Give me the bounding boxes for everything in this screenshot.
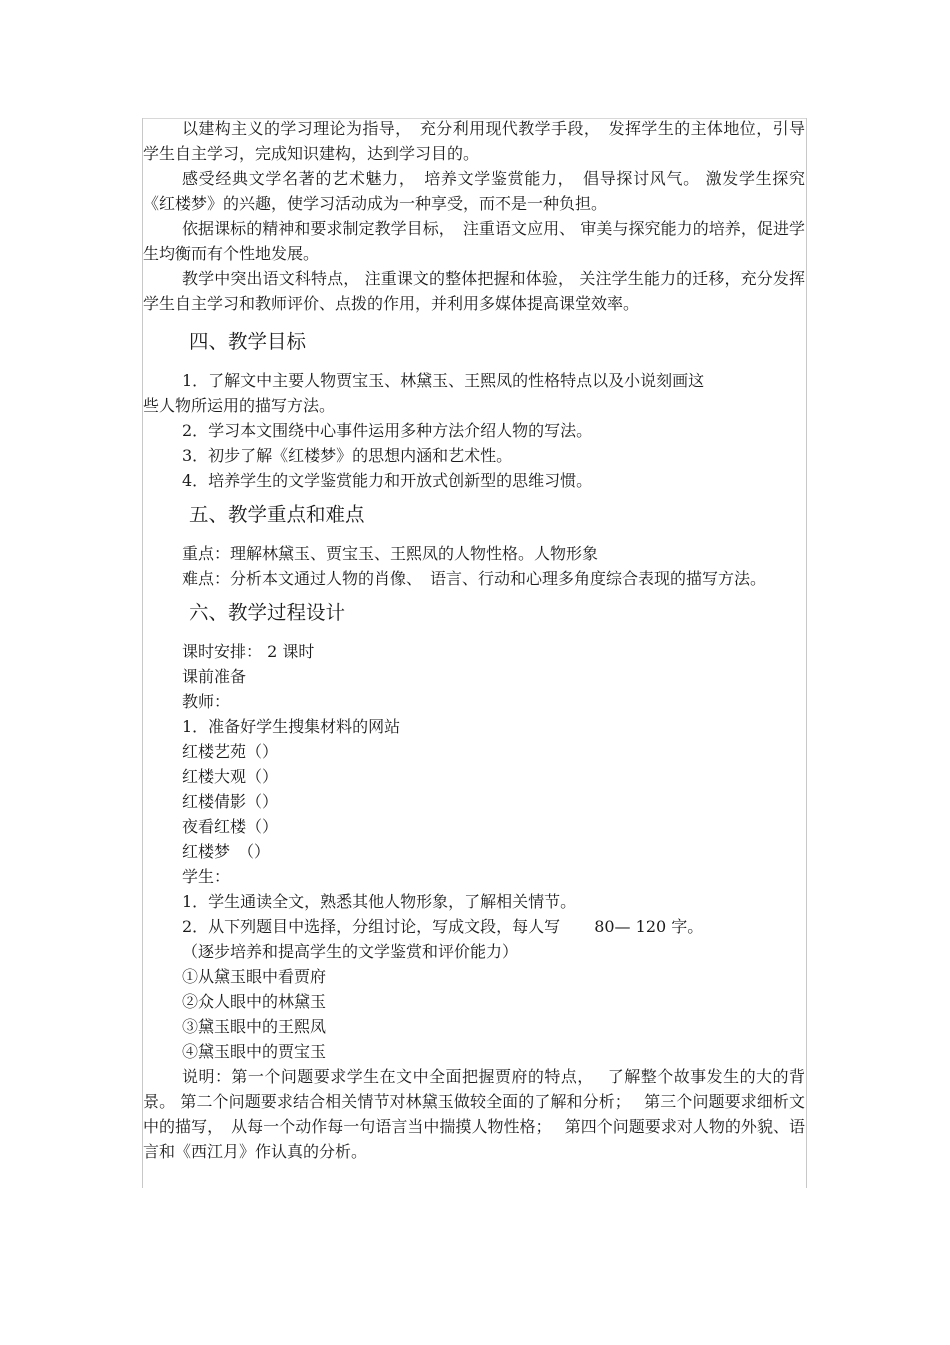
topic-list-item: ②众人眼中的林黛玉 xyxy=(182,992,327,1011)
section-heading-key-points: 五、教学重点和难点 xyxy=(189,503,365,526)
principle-paragraph-2: 感受经典文学名著的艺术魅力， 培养文学鉴赏能力， 倡导探讨风气。 激发学生探究《红楼梦》的兴趣，使学习活动成为一种享受，而不是一种负担。 xyxy=(143,169,805,213)
principle-paragraph-1: 以建构主义的学习理论为指导， 充分利用现代教学手段， 发挥学生的主体地位，引导学生自主学习，完成知识建构，达到学习目的。 xyxy=(143,119,805,163)
site-list-item: 红楼大观（） xyxy=(182,767,279,786)
document-body xyxy=(143,116,805,1164)
site-list-item: 红楼倩影（） xyxy=(182,792,279,811)
page-frame-right-border xyxy=(806,118,807,1188)
preparation-label: 课前准备 xyxy=(182,667,247,686)
goal-1-line-1: 1．了解文中主要人物贾宝玉、林黛玉、王熙凤的性格特点以及小说刻画这 xyxy=(182,371,705,390)
topic-list-item: ④黛玉眼中的贾宝玉 xyxy=(182,1042,327,1061)
student-task-2 xyxy=(143,914,805,939)
teacher-label: 教师： xyxy=(182,692,231,711)
student-task-2-text: 2．从下列题目中选择，分组讨论，写成文段，每人写 xyxy=(182,917,561,936)
goal-2: 2．学习本文围绕中心事件运用多种方法介绍人物的写法。 xyxy=(182,421,593,440)
schedule-text: 课时安排： 2 课时 xyxy=(182,642,315,661)
section-heading-teaching-goals: 四、教学目标 xyxy=(189,330,307,353)
topic-list-item: ③黛玉眼中的王熙凤 xyxy=(182,1017,327,1036)
student-label: 学生： xyxy=(182,867,231,886)
principle-paragraph-3: 依据课标的精神和要求制定教学目标， 注重语文应用、 审美与探究能力的培养，促进学生均衡而有个性地发展。 xyxy=(143,219,805,263)
difficulty-text: 难点：分析本文通过人物的肖像、 语言、行动和心理多角度综合表现的描写方法。 xyxy=(182,569,767,588)
site-list-item: 红楼艺苑（） xyxy=(182,742,279,761)
key-point-text: 重点：理解林黛玉、贾宝玉、王熙凤的人物性格。人物形象 xyxy=(182,544,599,563)
goal-4: 4．培养学生的文学鉴赏能力和开放式创新型的思维习惯。 xyxy=(182,471,593,490)
section-heading-process-design: 六、教学过程设计 xyxy=(189,601,346,624)
topic-list-item: ①从黛玉眼中看贾府 xyxy=(182,967,327,986)
principle-paragraph-4: 教学中突出语文科特点， 注重课文的整体把握和体验， 关注学生能力的迁移，充分发挥学生自主学习和教师评价、点拨的作用，并利用多媒体提高课堂效率。 xyxy=(143,269,805,313)
word-count-range: 80— 120 字。 xyxy=(594,917,704,936)
site-list-item: 红楼梦 （） xyxy=(182,842,271,861)
site-list-item: 夜看红楼（） xyxy=(182,817,279,836)
goal-3: 3．初步了解《红楼梦》的思想内涵和艺术性。 xyxy=(182,446,513,465)
student-task-2-note: （逐步培养和提高学生的文学鉴赏和评价能力） xyxy=(182,942,519,961)
explanation-paragraph: 说明：第一个问题要求学生在文中全面把握贾府的特点， 了解整个故事发生的大的背景。 第二个问题要求结合相关情节对林黛玉做较全面的了解和分析； 第三个问题要求细析文中的描写， 从每一个动作每一句语言当中揣摸人物性格； 第四个问题要求对人物的外貌、语言和《西江月》作认真的分析。 xyxy=(143,1067,805,1161)
teacher-task: 1．准备好学生搜集材料的网站 xyxy=(182,717,401,736)
student-task-1: 1．学生通读全文，熟悉其他人物形象，了解相关情节。 xyxy=(182,892,577,911)
goal-1-line-2: 些人物所运用的描写方法。 xyxy=(143,396,336,415)
